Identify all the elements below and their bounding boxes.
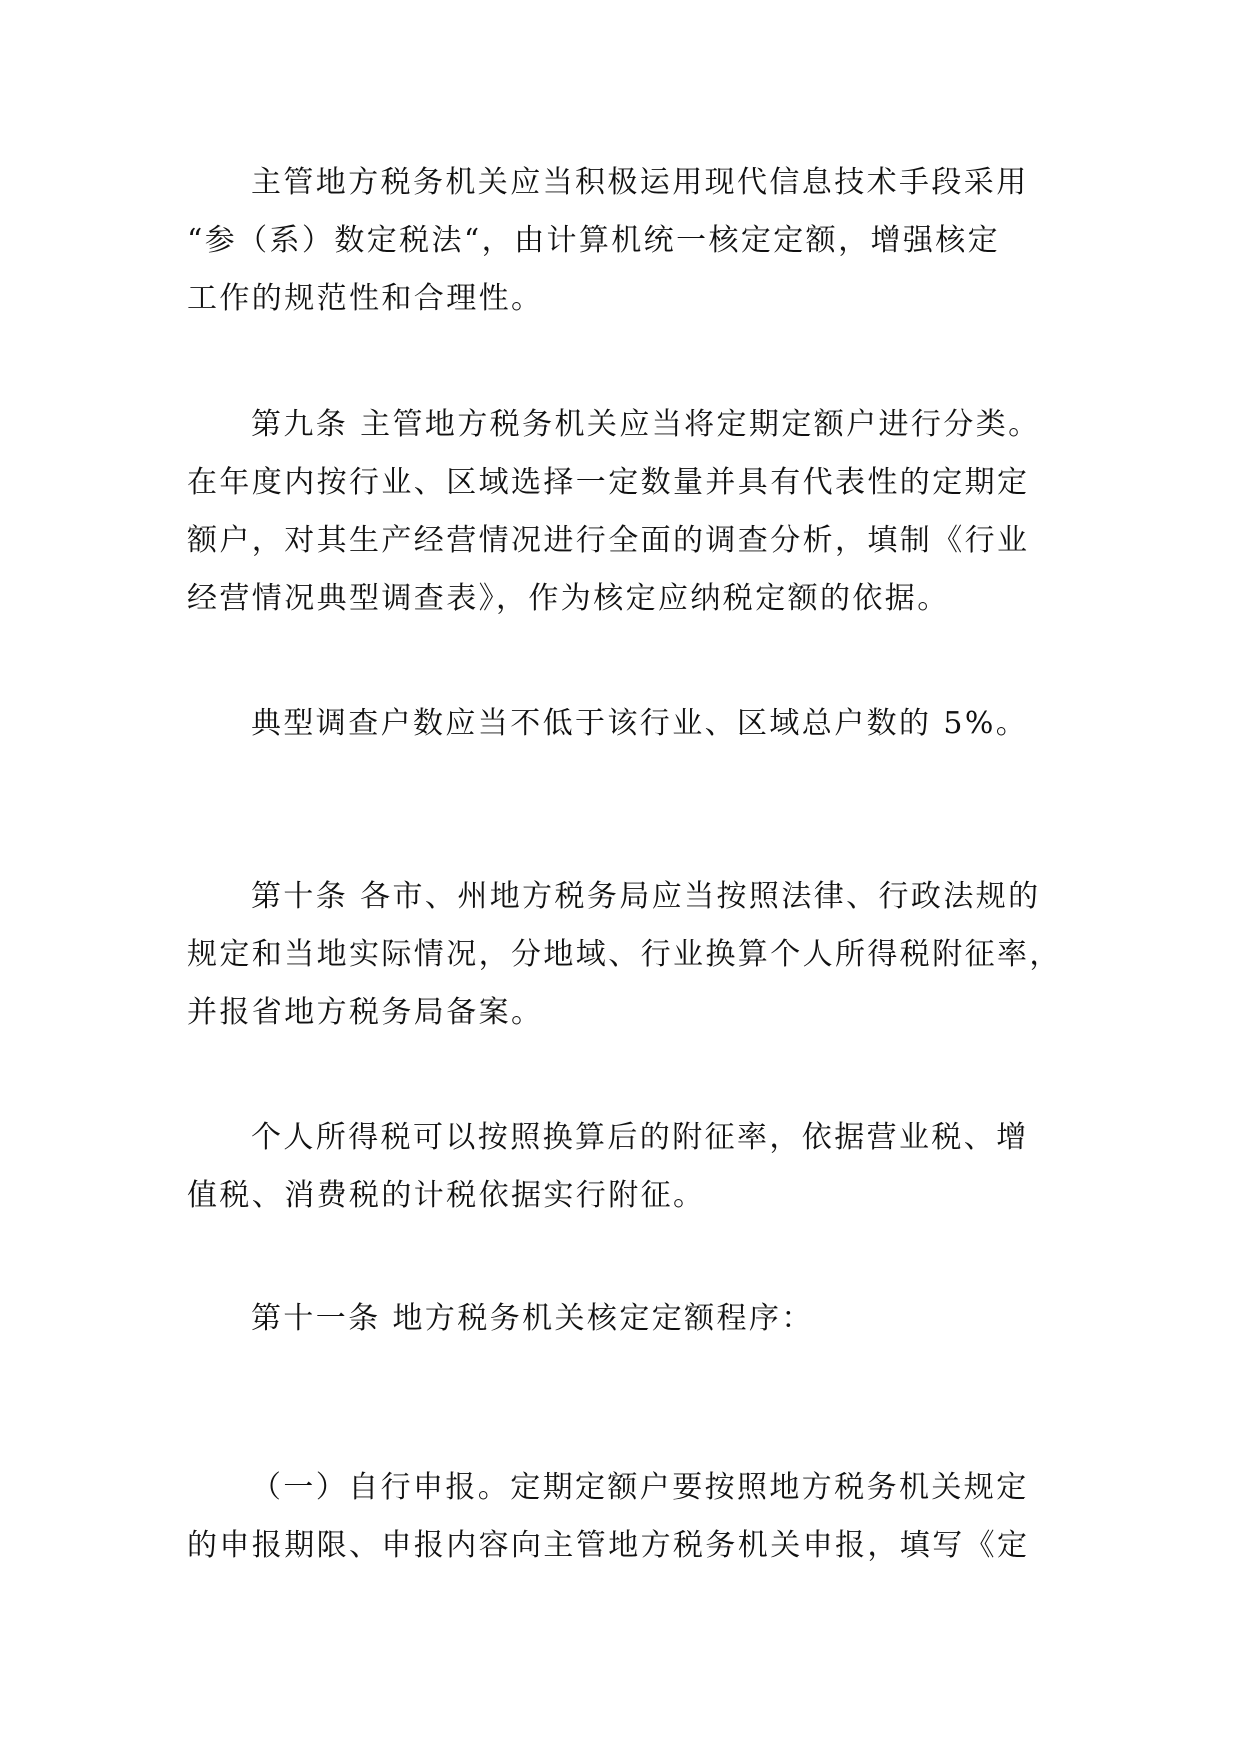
text-line: 主管地方税务机关应当积极运用现代信息技术手段采用: [251, 165, 1029, 200]
text-line: 第十条 各市、州地方税务局应当按照法律、行政法规的: [251, 879, 1041, 914]
text-line: 个人所得税可以按照换算后的附征率，依据营业税、增: [251, 1120, 1029, 1155]
text-line: （一）自行申报。定期定额户要按照地方税务机关规定: [251, 1470, 1029, 1505]
paragraph-income-tax: [187, 1109, 1067, 1225]
text-line: 的申报期限、申报内容向主管地方税务机关申报，填写《定: [187, 1528, 1030, 1563]
text-line: 规定和当地实际情况，分地域、行业换算个人所得税附征率，: [187, 937, 1062, 972]
text-line: 第十一条 地方税务机关核定定额程序：: [251, 1301, 814, 1336]
paragraph-article-10: [187, 868, 1067, 1042]
paragraph-tech-means: [187, 154, 1067, 328]
text-line: 在年度内按行业、区域选择一定数量并具有代表性的定期定: [187, 465, 1030, 500]
paragraph-survey-ratio: [187, 695, 1067, 753]
paragraph-article-9: [187, 396, 1067, 628]
text-line: 典型调查户数应当不低于该行业、区域总户数的 5%。: [251, 706, 1029, 741]
paragraph-article-11: [187, 1290, 1067, 1348]
text-line: 经营情况典型调查表》，作为核定应纳税定额的依据。: [187, 581, 950, 616]
text-line: “参（系）数定税法“，由计算机统一核定定额，增强核定: [187, 223, 1001, 258]
text-line: 并报省地方税务局备案。: [187, 995, 544, 1030]
text-line: 值税、消费税的计税依据实行附征。: [187, 1178, 706, 1213]
text-line: 第九条 主管地方税务机关应当将定期定额户进行分类。: [251, 407, 1041, 442]
text-line: 额户，对其生产经营情况进行全面的调查分析，填制《行业: [187, 523, 1030, 558]
paragraph-item-1: [187, 1459, 1067, 1575]
text-line: 工作的规范性和合理性。: [187, 281, 544, 316]
